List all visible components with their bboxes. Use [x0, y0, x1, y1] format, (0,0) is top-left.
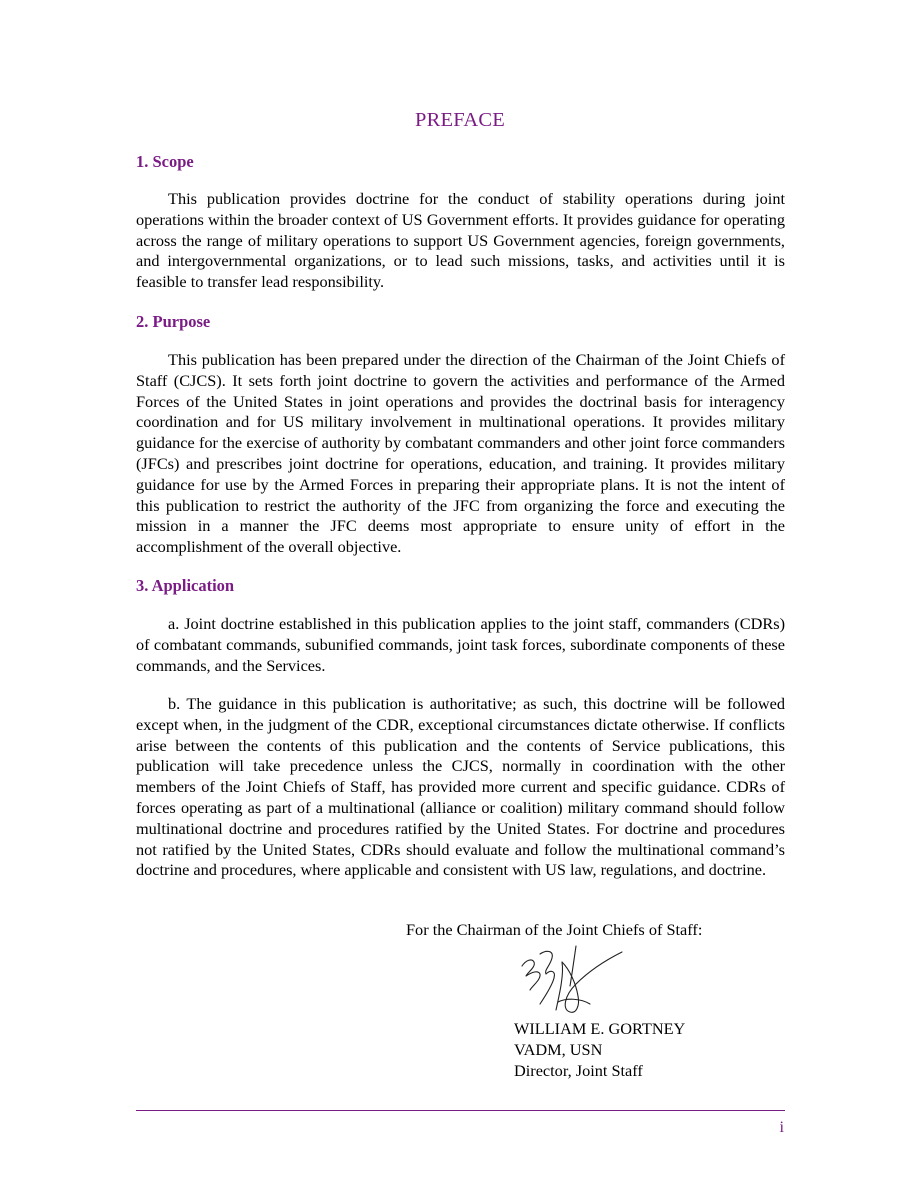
page-title: PREFACE [415, 109, 505, 131]
purpose-paragraph: This publication has been prepared under the direction of the Chairman of the Joint Chiefs of Staff (CJCS). It sets forth joint doctrine to govern the activities and performance of the Armed Forces of the United States in joint operations and provides the doctrinal basis for interagency coordination and for US military involvement in multinational operations. It provides military guidance for the exercise of authority by combatant commanders and other joint force commanders (JFCs) and prescribes joint doctrine for operations, education, and training. It provides military guidance for use by the Armed Forces in preparing their appropriate plans. It is not the intent of this publication to restrict the authority of the JFC from organizing the force and executing the mission in a manner the JFC deems most appropriate to ensure unity of effort in the accomplishment of the overall objective. [136, 350, 785, 557]
section-heading-scope: 1. Scope [136, 152, 194, 171]
signature-intro: For the Chairman of the Joint Chiefs of Staff: [406, 920, 703, 939]
application-paragraph-a: a. Joint doctrine established in this publication applies to the joint staff, commanders (CDRs) of combatant commands, subunified commands, joint task forces, subordinate components of these commands, and the Services. [136, 614, 785, 675]
footer-divider [136, 1110, 785, 1111]
scope-paragraph: This publication provides doctrine for the conduct of stability operations during joint operations within the broader context of US Government efforts. It provides guidance for operating across the range of military operations to support US Government agencies, foreign governments, and intergovernmental organizations, or to lead such missions, tasks, and activities until it is feasible to transfer lead responsibility. [136, 189, 785, 292]
signatory-name: WILLIAM E. GORTNEY [514, 1019, 686, 1038]
section-heading-purpose: 2. Purpose [136, 312, 211, 331]
page-number: i [779, 1117, 784, 1136]
application-paragraph-b: b. The guidance in this publication is authoritative; as such, this doctrine will be followed except when, in the judgment of the CDR, exceptional circumstances dictate otherwise. If conflicts arise between the contents of this publication and the contents of Service publications, this publication will take precedence unless the CJCS, normally in coordination with the other members of the Joint Chiefs of Staff, has provided more current and specific guidance. CDRs of forces operating as part of a multinational (alliance or coalition) military command should follow multinational doctrine and procedures ratified by the United States. For doctrine and procedures not ratified by the United States, CDRs should evaluate and follow the multinational command’s doctrine and procedures, where applicable and consistent with US law, regulations, and doctrine. [136, 694, 785, 880]
section-heading-application: 3. Application [136, 576, 235, 595]
signatory-rank: VADM, USN [514, 1040, 603, 1059]
handwritten-signature [518, 940, 630, 1018]
signatory-position: Director, Joint Staff [514, 1061, 643, 1080]
